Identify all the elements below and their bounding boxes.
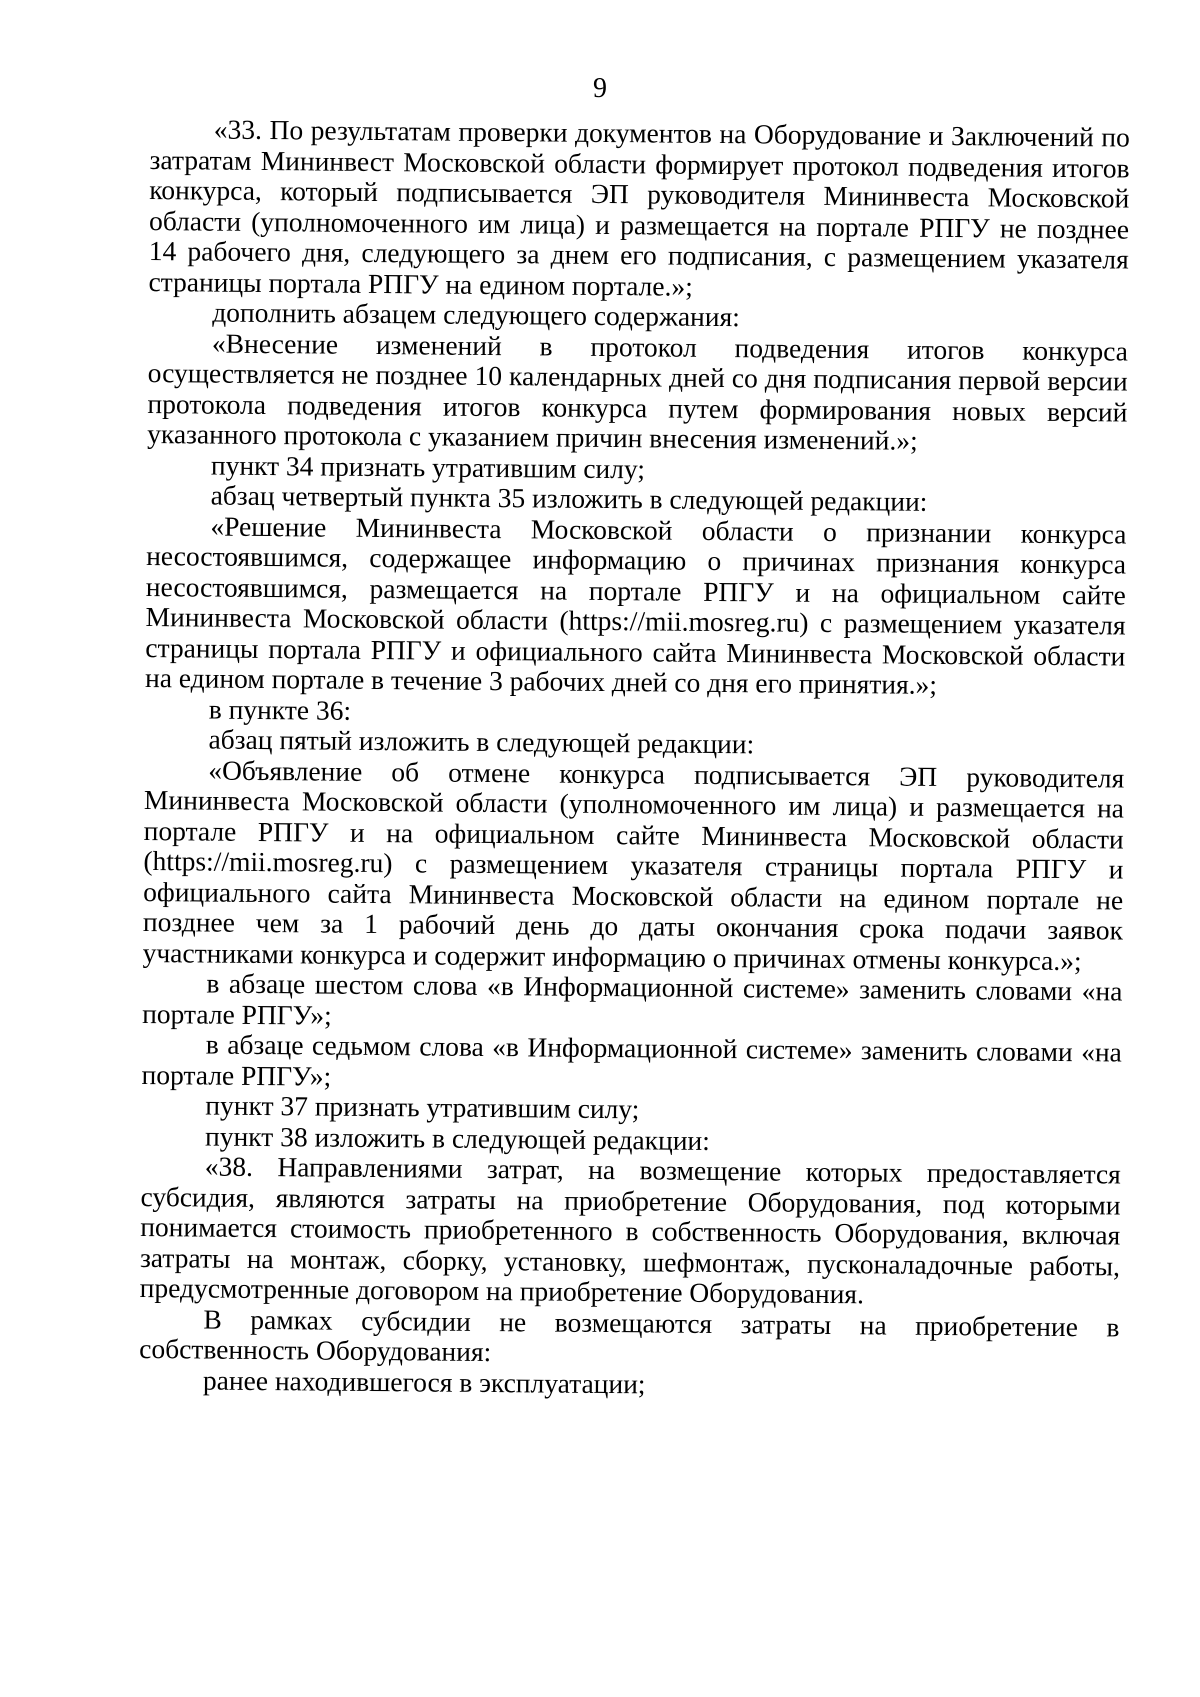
paragraph-item-36-fifth-intro: абзац пятый изложить в следующей редакции: xyxy=(208,723,755,760)
paragraph-item-36-fifth-text: «Объявление об отмене конкурса подписывается ЭП руководителя Мининвеста Московской области (уполномоченного им лица) и размещается на портале РПГУ и на официальном сайте Мининвеста Московской области (https://mii.mosreg.ru) с размещением указателя страницы портала РПГУ и официального сайта Мининвеста Московской области на едином портале не позднее чем за 1 рабочий день до даты окончания срока подачи заявок участниками конкурса и содержит информацию о причинах отмены конкурса.»; xyxy=(142,754,1125,976)
paragraph-item-35-intro: абзац четвертый пункта 35 изложить в следующей редакции: xyxy=(210,479,928,517)
paragraph-amendment-intro: дополнить абзацем следующего содержания: xyxy=(212,296,740,333)
document-body xyxy=(139,114,1130,1404)
paragraph-item-35-text: «Решение Мининвеста Московской области о признании конкурса несостоявшимся, содержащее информацию о причинах признания конкурса несостоявшимся, размещается на портале РПГУ и на официальном сайте Мининвеста Московской области (https://mii.mosreg.ru) с размещением указателя страницы портала РПГУ и официального сайта Мининвеста Московской области на едином портале в течение 3 рабочих дней со дня его принятия.»; xyxy=(144,510,1127,700)
paragraph-item-36-seventh: в абзаце седьмом слова «в Информационной системе» заменить словами «на портале РПГУ»; xyxy=(141,1028,1122,1092)
paragraph-item-34: пункт 34 признать утратившим силу; xyxy=(210,449,646,484)
paragraph-item-36-intro: в пункте 36: xyxy=(208,693,352,726)
paragraph-item-38-text: «38. Направлениями затрат, на возмещение которых предоставляется субсидия, являются затраты на приобретение Оборудования, под которыми понимается стоимость приобретенного в собственность Оборудования, включая затраты на монтаж, сборку, установку, шефмонтаж, пусконаладочные работы, предусмотренные договором на приобретение Оборудования. xyxy=(139,1150,1121,1310)
paragraph-protocol-changes: «Внесение изменений в протокол подведения итогов конкурса осуществляется не позднее 10 календарных дней со дня подписания первой версии протокола подведения итогов конкурса путем формирования новых версий указанного протокола с указанием причин внесения изменений.»; xyxy=(147,327,1129,456)
page-number: 9 xyxy=(593,73,607,104)
paragraph-item-36-sixth: в абзаце шестом слова «в Информационной системе» заменить словами «на портале РПГУ»; xyxy=(142,967,1123,1031)
paragraph-item-37: пункт 37 признать утратившим силу; xyxy=(205,1089,640,1125)
paragraph-not-reimbursed: В рамках субсидии не возмещаются затраты на приобретение в собственность Оборудования: xyxy=(139,1303,1120,1368)
paragraph-item-33: «33. По результатам проверки документов на Оборудование и Заключений по затратам Мининвест Московской области формирует протокол подведения итогов конкурса, который подписывается ЭП руководителя Мининвеста Московской области (уполномоченного им лица) и размещается на портале РПГУ не позднее 14 рабочего дня, следующего за днем его подписания, с размещением указателя страницы портала РПГУ на едином портале.»; xyxy=(148,113,1130,302)
paragraph-item-38-intro: пункт 38 изложить в следующей редакции: xyxy=(204,1120,711,1156)
paragraph-previously-used: ранее находившегося в эксплуатации; xyxy=(202,1364,646,1399)
